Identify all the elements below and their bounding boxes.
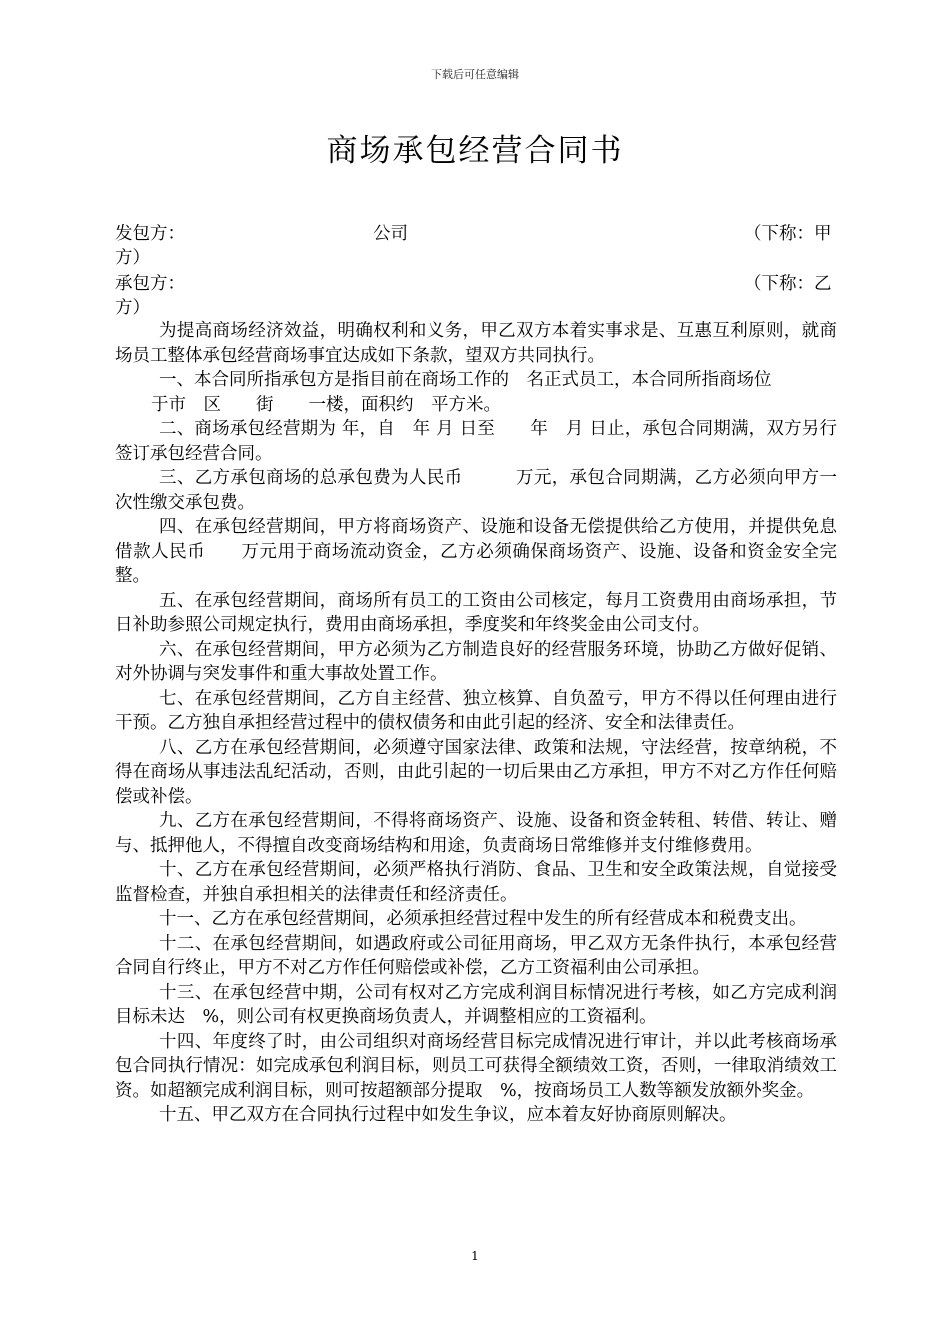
contract-body	[115, 319, 837, 1128]
contractee-alias-end: 方）	[115, 298, 150, 318]
clause-1-location: 于市 区 街 一楼，面积约 平方米。	[151, 394, 501, 415]
clause-11: 十一、乙方在承包经营期间，必须承担经营过程中发生的所有经营成本和税费支出。	[159, 909, 807, 929]
contractor-alias: （下称：甲	[744, 224, 832, 244]
contractor-alias-end: 方）	[115, 248, 150, 268]
contractor-company: 公司	[373, 224, 408, 244]
header-note: 下载后可任意编辑	[431, 68, 519, 81]
clause-2: 二、商场承包经营期为 年，自 年 月 日至 年 月 日止，承包合同期满，双方另行签订承包经营合同。	[115, 419, 837, 464]
clause-9: 九、乙方在承包经营期间，不得将商场资产、设施、设备和资金转租、转借、转让、赠与、抵押他人，不得擅自改变商场结构和用途，负责商场日常维修并支付维修费用。	[115, 811, 837, 856]
clause-10: 十、乙方在承包经营期间，必须严格执行消防、食品、卫生和安全政策法规，自觉接受监督检查，并独自承担相关的法律责任和经济责任。	[115, 860, 837, 905]
clause-13: 十三、在承包经营中期，公司有权对乙方完成利润目标情况进行考核，如乙方完成利润目标未达 %，则公司有权更换商场负责人，并调整相应的工资福利。	[115, 982, 837, 1027]
contractor-label: 发包方：	[115, 224, 185, 244]
clause-15: 十五、甲乙双方在合同执行过程中如发生争议，应本着友好协商原则解决。	[159, 1105, 737, 1125]
clause-5: 五、在承包经营期间，商场所有员工的工资由公司核定，每月工资费用由商场承担，节日补助参照公司规定执行，费用由商场承担，季度奖和年终奖金由公司支付。	[115, 590, 837, 635]
contractee-label: 承包方：	[115, 274, 185, 294]
page-number: 1	[471, 1249, 479, 1263]
clause-1: 一、本合同所指承包方是指目前在商场工作的 名正式员工，本合同所指商场位	[159, 370, 772, 390]
clause-8: 八、乙方在承包经营期间，必须遵守国家法律、政策和法规，守法经营，按章纳税，不得在商场从事违法乱纪活动，否则，由此引起的一切后果由乙方承担，甲方不对乙方作任何赔偿或补偿。	[115, 737, 837, 807]
document-title: 商场承包经营合同书	[326, 133, 624, 169]
clause-6: 六、在承包经营期间，甲方必须为乙方制造良好的经营服务环境，协助乙方做好促销、对外协调与突发事件和重大事故处置工作。	[115, 639, 837, 684]
contractee-alias: （下称：乙	[744, 274, 832, 294]
clause-12: 十二、在承包经营期间，如遇政府或公司征用商场，甲乙双方无条件执行，本承包经营合同自行终止，甲方不对乙方作任何赔偿或补偿，乙方工资福利由公司承担。	[115, 933, 837, 978]
clause-7: 七、在承包经营期间，乙方自主经营、独立核算、自负盈亏，甲方不得以任何理由进行干预。乙方独自承担经营过程中的债权债务和由此引起的经济、安全和法律责任。	[115, 688, 837, 733]
clause-4: 四、在承包经营期间，甲方将商场资产、设施和设备无偿提供给乙方使用，并提供免息借款人民币 万元用于商场流动资金，乙方必须确保商场资产、设施、设备和资金安全完整。	[115, 517, 837, 586]
clause-14: 十四、年度终了时，由公司组织对商场经营目标完成情况进行审计，并以此考核商场承包合同执行情况：如完成承包利润目标，则员工可获得全额绩效工资，否则，一律取消绩效工资。如超额完成利润目标，则可按超额部分提取 %，按商场员工人数等额发放额外奖金。	[115, 1031, 837, 1101]
clause-3: 三、乙方承包商场的总承包费为人民币 万元，承包合同期满，乙方必须向甲方一次性缴交承包费。	[115, 468, 837, 513]
intro-paragraph: 为提高商场经济效益，明确权利和义务，甲乙双方本着实事求是、互惠互利原则，就商场员工整体承包经营商场事宜达成如下条款，望双方共同执行。	[115, 321, 837, 366]
